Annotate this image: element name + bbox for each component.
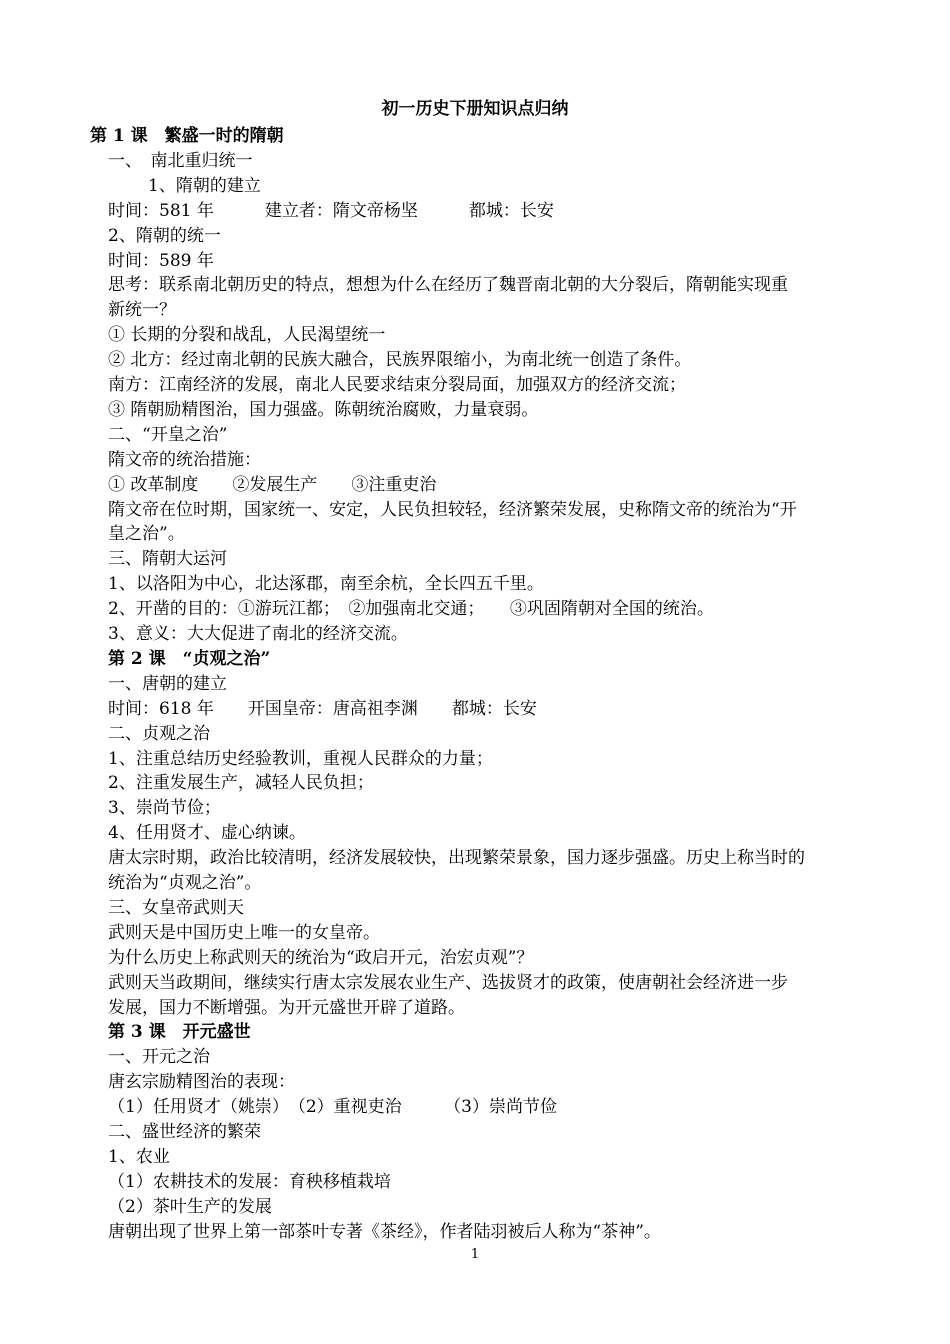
text-line: 二、盛世经济的繁荣	[108, 1122, 261, 1142]
text-line: ① 长期的分裂和战乱，人民渴望统一	[108, 325, 386, 346]
text-line: （1）任用贤才（姚崇） （2）重视吏治 （3）崇尚节俭	[108, 1097, 557, 1118]
text-line: 隋文帝的统治措施：	[108, 449, 261, 470]
text-line: ① 改革制度 ②发展生产 ③注重吏治	[108, 474, 437, 495]
document-title: 初一历史下册知识点归纳	[381, 99, 569, 119]
text-line: 思考：联系南北朝历史的特点，想想为什么在经历了魏晋南北朝的大分裂后，隋朝能实现重	[108, 275, 788, 296]
text-line: 唐玄宗励精图治的表现：	[108, 1072, 295, 1093]
text-line: 时间：618 年 开国皇帝：唐高祖李渊 都城：长安	[108, 698, 537, 719]
text-line: 3、崇尚节俭；	[108, 798, 221, 819]
text-line: 时间：589 年	[108, 250, 214, 271]
text-line: 一、 南北重归统一	[108, 150, 253, 171]
text-line: 2、隋朝的统一	[108, 225, 221, 246]
text-line: 1、隋朝的建立	[148, 175, 261, 196]
text-line: 统治为“贞观之治”。	[108, 873, 262, 893]
text-line: 一、唐朝的建立	[108, 673, 227, 694]
text-line: 4、任用贤才、虚心纳谏。	[108, 823, 306, 844]
text-line: 唐朝出现了世界上第一部茶叶专著《茶经》，作者陆羽被后人称为“茶神”。	[108, 1221, 661, 1242]
text-line: 2、开凿的目的：①游玩江都； ②加强南北交通； ③巩固隋朝对全国的统治。	[108, 599, 714, 620]
lesson-heading: 第 1 课 繁盛一时的隋朝	[90, 126, 284, 146]
text-line: 皇之治”。	[108, 524, 185, 545]
text-line: 新统一？	[108, 300, 176, 321]
text-line: 1、农业	[108, 1146, 170, 1167]
text-line: 三、女皇帝武则天	[108, 897, 244, 918]
text-line: 三、隋朝大运河	[108, 549, 227, 570]
text-line: （1）农耕技术的发展：育秧移植栽培	[108, 1171, 391, 1192]
text-line: ② 北方：经过南北朝的民族大融合，民族界限缩小，为南北统一创造了条件。	[108, 350, 692, 371]
text-line: 一、开元之治	[108, 1047, 210, 1068]
lesson-heading: 第 2 课 “贞观之治”	[108, 648, 271, 669]
page-number: 1	[470, 1247, 480, 1262]
text-line: 武则天当政期间，继续实行唐太宗发展农业生产、选拔贤才的政策，使唐朝社会经济进一步	[108, 972, 788, 993]
text-line: 南方：江南经济的发展，南北人民要求结束分裂局面，加强双方的经济交流；	[108, 375, 686, 395]
text-line: 1、注重总结历史经验教训，重视人民群众的力量；	[108, 748, 493, 769]
text-line: 武则天是中国历史上唯一的女皇帝。	[108, 922, 380, 943]
text-line: 二、“开皇之治”	[108, 424, 228, 445]
lesson-heading: 第 3 课 开元盛世	[108, 1022, 251, 1043]
text-line: 1、以洛阳为中心，北达涿郡，南至余杭，全长四五千里。	[108, 574, 544, 595]
text-line: （2）茶叶生产的发展	[108, 1196, 272, 1217]
text-line: 唐太宗时期，政治比较清明，经济发展较快，出现繁荣景象，国力逐步强盛。历史上称当时的	[108, 848, 805, 869]
text-line: 3、意义：大大促进了南北的经济交流。	[108, 624, 408, 644]
text-line: 2、注重发展生产，减轻人民负担；	[108, 773, 374, 794]
text-line: 发展，国力不断增强。为开元盛世开辟了道路。	[108, 997, 465, 1018]
text-line: 为什么历史上称武则天的统治为“政启开元，治宏贞观”？	[108, 947, 534, 968]
text-line: ③ 隋朝励精图治，国力强盛。陈朝统治腐败，力量衰弱。	[108, 399, 539, 420]
text-line: 时间：581 年 建立者：隋文帝杨坚 都城：长安	[108, 200, 554, 221]
text-line: 二、贞观之治	[108, 723, 210, 744]
text-line: 隋文帝在位时期，国家统一、安定，人民负担较轻，经济繁荣发展，史称隋文帝的统治为“开	[108, 499, 797, 520]
